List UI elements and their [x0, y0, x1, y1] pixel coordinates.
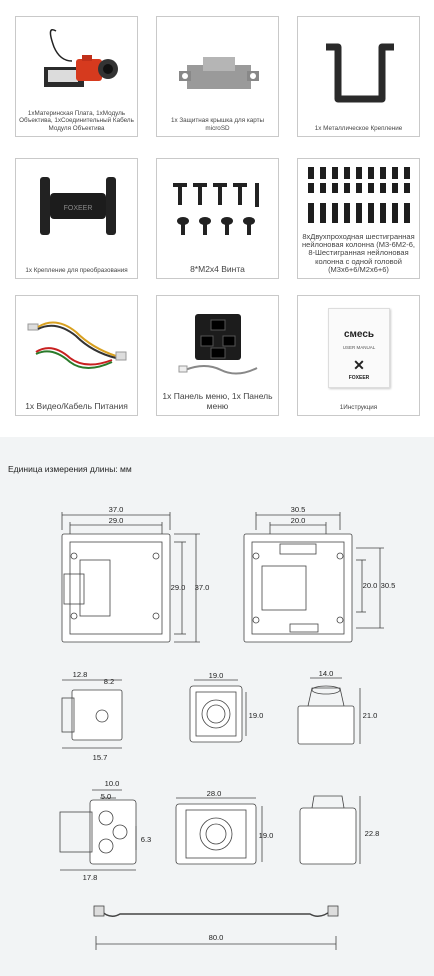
package-caption: 1Инструкция	[339, 403, 378, 411]
dim-lens-side-c: 15.7	[92, 753, 108, 762]
dim-cam-back-height: 22.8	[364, 829, 380, 838]
package-caption: 8хДвухпроходная шестигранная нейлоновая колонна (M3-6M2-6, 8-Шестигранная нейлоновая колонна с одной головой (M3x6+6/M2x6+6)	[302, 231, 415, 274]
package-caption: 1х Крепление для преобразования	[25, 266, 128, 274]
dim-lens-top-height: 21.0	[362, 711, 378, 720]
dim-cam-side-a: 10.0	[104, 779, 120, 788]
dim-lens-side-b: 8.2	[103, 677, 115, 686]
dim-lens-front-height: 19.0	[248, 711, 264, 720]
dim-lens-side-a: 12.8	[72, 670, 88, 679]
manual-subtitle: USER MANUAL	[342, 345, 376, 350]
dim-lens-front-width: 19.0	[208, 671, 224, 680]
package-caption: 8*M2x4 Винта	[190, 263, 245, 274]
dim-board-back-height-outer: 30.5	[380, 581, 396, 590]
dim-board-front-height-inner: 29.0	[170, 583, 186, 592]
package-caption: 1х Защитная крышка для карты microSD	[170, 117, 265, 132]
package-caption: 1х Видео/Кабель Питания	[25, 400, 128, 411]
dim-cam-front-height: 19.0	[258, 831, 274, 840]
dim-board-front-width-inner: 29.0	[108, 516, 124, 525]
dim-cable-length: 80.0	[208, 933, 224, 942]
package-caption: 1х Панель меню, 1х Панель меню	[162, 391, 273, 411]
manual-logo-icon: ✕	[353, 357, 365, 373]
dim-board-back-height-inner: 20.0	[362, 581, 378, 590]
package-caption: 1хМатеринская Плата, 1хМодуль Объектива, 1хСоединительный Кабель Модуля Объектива	[19, 109, 134, 132]
package-caption: 1х Металлическое Крепление	[314, 124, 403, 132]
dim-cam-side-c: 6.3	[140, 835, 152, 844]
dim-cam-side-d: 17.8	[82, 873, 98, 882]
manual-brand: FOXEER	[348, 375, 370, 381]
dim-cam-front-width: 28.0	[206, 789, 222, 798]
dim-board-back-width-outer: 30.5	[290, 505, 306, 514]
dim-board-front-height-outer: 37.0	[194, 583, 210, 592]
unit-label: Единица измерения длины: мм	[8, 464, 132, 474]
dim-board-back-width-inner: 20.0	[290, 516, 306, 525]
dim-lens-top-width: 14.0	[318, 669, 334, 678]
dim-cam-side-b: 5.0	[100, 792, 112, 801]
bracket-brand: FOXEER	[63, 205, 93, 212]
dim-board-front-width-outer: 37.0	[108, 505, 124, 514]
manual-title: смесь	[343, 329, 375, 340]
